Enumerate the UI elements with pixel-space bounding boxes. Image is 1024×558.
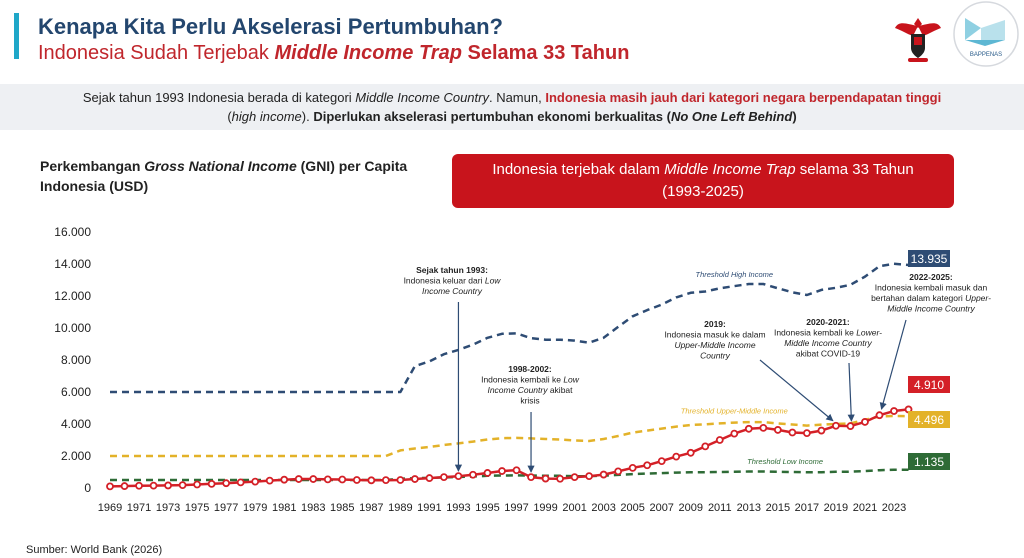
- data-point-indonesia: [630, 465, 636, 471]
- x-tick-label: 1989: [388, 502, 413, 514]
- logo-text: BAPPENAS: [969, 52, 1003, 58]
- data-point-indonesia: [514, 467, 520, 473]
- annotation-span: Middle Income Country: [887, 303, 975, 314]
- x-tick-label: 2019: [823, 502, 849, 514]
- x-tick-label: 1997: [504, 502, 529, 514]
- annotation-span: Indonesia masuk ke dalam: [664, 329, 766, 340]
- intro-emphasis: No One Left Behind: [670, 109, 793, 124]
- data-point-indonesia: [136, 483, 142, 489]
- data-point-indonesia: [586, 473, 592, 479]
- data-point-indonesia: [572, 474, 578, 480]
- subtitle-text-a: Indonesia Sudah Terjebak: [38, 42, 275, 64]
- annotation-text-a2019: [664, 330, 765, 340]
- annotation-span: akibat: [547, 385, 573, 395]
- threshold-label-high: Threshold High Income: [695, 270, 774, 280]
- intro-text: (: [227, 109, 232, 124]
- data-point-indonesia: [296, 476, 302, 482]
- data-point-indonesia: [644, 462, 650, 468]
- subtitle-text-b: Middle Income Trap: [274, 42, 462, 64]
- end-value-label-upper_middle: 4.496: [913, 413, 945, 427]
- annotation-text-a1998: [508, 364, 552, 374]
- intro-text: Middle Income Country: [355, 90, 489, 105]
- annotation-text-a1993: [422, 286, 483, 296]
- annotation-span: Low: [484, 275, 501, 286]
- annotation-text-a2022: [909, 272, 953, 282]
- data-point-indonesia: [746, 426, 752, 432]
- data-point-indonesia: [615, 468, 621, 474]
- y-tick-label: 8.000: [60, 353, 91, 367]
- data-point-indonesia: [455, 473, 461, 479]
- end-value-label-low: 1.135: [913, 455, 945, 469]
- annotation-text-a2019: [674, 340, 755, 350]
- data-point-indonesia: [180, 482, 186, 488]
- annotation-span: Income Country: [422, 286, 482, 296]
- data-point-indonesia: [441, 474, 447, 480]
- chart-heading-text: Indonesia (USD): [40, 178, 149, 194]
- x-tick-label: 1991: [417, 502, 442, 514]
- annotation-span: Income Country: [487, 385, 548, 395]
- data-point-indonesia: [760, 425, 766, 431]
- x-tick-label: 1977: [213, 502, 239, 514]
- data-point-indonesia: [368, 477, 374, 483]
- y-tick-label: 0: [84, 481, 91, 495]
- annotation-span: Lower-: [856, 327, 883, 338]
- intro-text: high income: [231, 109, 302, 124]
- data-point-indonesia: [775, 427, 781, 433]
- data-point-indonesia: [325, 476, 331, 482]
- data-point-indonesia: [426, 475, 432, 481]
- annotation-arrow-a2020: [849, 363, 851, 421]
- x-tick-label: 1979: [242, 502, 268, 514]
- data-point-indonesia: [557, 476, 563, 482]
- x-tick-label: 1993: [446, 502, 471, 514]
- callout-text: selama 33 Tahun: [795, 161, 914, 178]
- x-tick-label: 2017: [794, 502, 820, 514]
- data-point-indonesia: [499, 468, 505, 474]
- x-tick-label: 2023: [881, 502, 907, 514]
- intro-text: Sejak tahun 1993 Indonesia berada di kategori: [82, 90, 356, 105]
- annotation-span: Low: [563, 374, 579, 385]
- data-point-indonesia: [470, 472, 476, 478]
- annotation-span: Middle Income Country: [784, 338, 872, 348]
- annotation-span: bertahan dalam kategori: [871, 293, 966, 303]
- data-point-indonesia: [789, 429, 795, 435]
- data-point-indonesia: [717, 437, 723, 443]
- annotation-span: Indonesia kembali ke: [481, 374, 564, 385]
- data-point-indonesia: [339, 477, 345, 483]
- x-tick-label: 2011: [707, 502, 732, 514]
- data-point-indonesia: [688, 450, 694, 456]
- annotation-text-a2022: [871, 293, 991, 303]
- annotation-text-a2022: [875, 283, 988, 293]
- data-point-indonesia: [847, 423, 853, 429]
- data-point-indonesia: [194, 481, 200, 487]
- page-title: Kenapa Kita Perlu Akselerasi Pertumbuhan?: [38, 14, 503, 39]
- source-note: Sumber: World Bank (2026): [26, 544, 163, 556]
- data-point-indonesia: [412, 476, 418, 482]
- x-tick-label: 2021: [852, 502, 878, 514]
- end-value-label-high: 13.935: [910, 252, 948, 266]
- data-point-indonesia: [107, 483, 113, 489]
- annotation-text-a2020: [806, 317, 850, 327]
- annotation-text-a2019: [700, 351, 731, 361]
- annotation-span: Country: [700, 350, 730, 361]
- annotation-text-a2020: [784, 338, 872, 348]
- threshold-label-low: Threshold Low Income: [747, 457, 824, 466]
- chart-heading-text: Perkembangan: [40, 158, 145, 174]
- x-tick-label: 1975: [184, 502, 210, 514]
- data-point-indonesia: [731, 431, 737, 437]
- x-tick-label: 1971: [126, 502, 152, 514]
- data-point-indonesia: [659, 458, 665, 464]
- callout-text: Indonesia terjebak dalam: [492, 161, 665, 178]
- annotation-text-a1993: [404, 276, 502, 286]
- annotation-text-a2020: [796, 349, 861, 359]
- x-tick-label: 1995: [475, 502, 500, 514]
- y-tick-label: 4.000: [60, 417, 91, 431]
- data-point-indonesia: [833, 423, 839, 429]
- intro-text: . Namun,: [488, 90, 546, 105]
- data-point-indonesia: [354, 477, 360, 483]
- data-point-indonesia: [383, 477, 389, 483]
- intro-emphasis: ): [792, 109, 797, 124]
- annotation-span: Upper-: [965, 293, 991, 303]
- annotation-span: Upper-Middle Income: [674, 340, 756, 350]
- x-tick-label: 1983: [301, 502, 326, 514]
- x-tick-label: 1987: [359, 502, 384, 514]
- y-tick-label: 12.000: [54, 289, 91, 303]
- annotation-text-a2020: [774, 328, 882, 338]
- y-tick-label: 14.000: [54, 257, 91, 271]
- annotation-span: akibat COVID-19: [795, 348, 861, 359]
- series-line-upper_middle: [110, 416, 909, 456]
- data-point-indonesia: [310, 476, 316, 482]
- intro-emphasis: Diperlukan akselerasi pertumbuhan ekonomi berkualitas (: [313, 109, 671, 124]
- chart-heading-text: Gross National Income: [144, 158, 297, 174]
- annotation-text-a1998: [481, 375, 580, 385]
- data-point-indonesia: [543, 476, 549, 482]
- data-point-indonesia: [891, 408, 897, 414]
- data-point-indonesia: [702, 443, 708, 449]
- x-tick-label: 1985: [330, 502, 355, 514]
- y-tick-label: 6.000: [60, 385, 91, 399]
- threshold-label-upper_middle: Threshold Upper-Middle Income: [680, 406, 788, 416]
- data-point-indonesia: [209, 481, 215, 487]
- x-tick-label: 2009: [678, 502, 703, 514]
- x-tick-label: 2005: [620, 502, 645, 514]
- data-point-indonesia: [267, 478, 273, 484]
- data-point-indonesia: [238, 479, 244, 485]
- annotation-span: 1998-2002:: [508, 364, 552, 374]
- data-point-indonesia: [484, 470, 490, 476]
- data-point-indonesia: [122, 483, 128, 489]
- y-tick-label: 10.000: [54, 321, 91, 335]
- annotation-span: 2019:: [704, 319, 726, 329]
- x-tick-label: 2013: [736, 502, 762, 514]
- annotation-span: Indonesia kembali ke: [773, 327, 857, 338]
- data-point-indonesia: [804, 430, 810, 436]
- annotation-text-a2022: [887, 304, 975, 314]
- data-point-indonesia: [397, 477, 403, 483]
- data-point-indonesia: [252, 479, 258, 485]
- subtitle-text-c: Selama 33 Tahun: [461, 42, 630, 64]
- x-tick-label: 1999: [533, 502, 558, 514]
- annotation-span: Indonesia keluar dari: [403, 275, 485, 286]
- annotation-text-a1998: [520, 396, 539, 406]
- data-point-indonesia: [818, 428, 824, 434]
- chart-heading-text: (GNI) per Capita: [296, 158, 408, 174]
- intro-text: ).: [301, 109, 314, 124]
- annotation-span: Indonesia kembali masuk dan: [874, 282, 988, 293]
- annotation-text-a1993: [416, 265, 488, 275]
- annotation-arrow-a2022: [881, 320, 906, 409]
- data-point-indonesia: [673, 454, 679, 460]
- data-point-indonesia: [601, 472, 607, 478]
- data-point-indonesia: [223, 480, 229, 486]
- x-tick-label: 2003: [591, 502, 616, 514]
- x-tick-label: 1973: [155, 502, 181, 514]
- data-point-indonesia: [862, 419, 868, 425]
- y-tick-label: 16.000: [54, 225, 91, 239]
- intro-highlight: Indonesia masih jauh dari kategori negara berpendapatan tinggi: [545, 90, 942, 105]
- annotation-span: 2020-2021:: [806, 317, 850, 327]
- callout-text: (1993-2025): [662, 183, 744, 200]
- x-tick-label: 1969: [97, 502, 123, 514]
- data-point-indonesia: [165, 482, 171, 488]
- y-tick-label: 2.000: [60, 449, 91, 463]
- annotation-span: krisis: [520, 395, 540, 406]
- x-tick-label: 1981: [271, 502, 297, 514]
- callout-text: Middle Income Trap: [664, 161, 796, 178]
- data-point-indonesia: [281, 477, 287, 483]
- x-tick-label: 2001: [562, 502, 587, 514]
- data-point-indonesia: [876, 412, 882, 418]
- end-value-label-indonesia: 4.910: [913, 378, 945, 392]
- annotation-text-a2019: [704, 319, 726, 329]
- annotation-text-a1998: [487, 385, 573, 395]
- x-tick-label: 2007: [649, 502, 674, 514]
- data-point-indonesia: [528, 474, 534, 480]
- annotation-span: 2022-2025:: [909, 272, 953, 282]
- data-point-indonesia: [151, 483, 157, 489]
- annotation-span: Sejak tahun 1993:: [416, 265, 488, 275]
- x-tick-label: 2015: [765, 502, 791, 514]
